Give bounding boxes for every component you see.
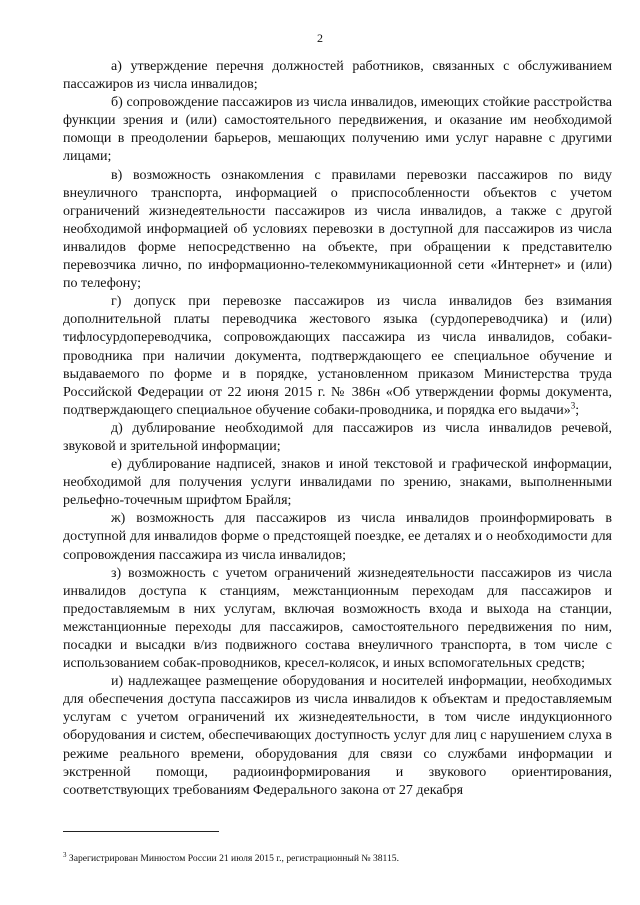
page-number: 2 bbox=[317, 31, 323, 45]
paragraph-v: в) возможность ознакомления с правилами перевозки пассажиров по виду внеуличного транспорта, информацией о приспособленности объектов с учетом ограничений жизнедеятельности пассажиров из числа инвалидов, а также с другой необходимой информацией об условиях перевозки в доступной для пассажиров из числа инвалидов форме непосредственно на объекте, при обращении к представителю перевозчика лично, по информационно-телекоммуникационной сети «Интернет» и (или) по телефону; bbox=[63, 167, 612, 292]
paragraph-zh: ж) возможность для пассажиров из числа инвалидов проинформировать в доступной для инвалидов форме о предстоящей поездке, ее деталях и о необходимости для сопровождения пассажира из числа инвалидов; bbox=[63, 511, 612, 563]
paragraph-g-text: г) допуск при перевозке пассажиров из числа инвалидов без взимания дополнительной платы переводчика жестового языка (сурдопереводчика) и (или) тифлосурдопереводчика, сопровождающих пассажира из числа инвалидов, собаки-проводника при наличии документа, подтверждающего ее специальное обучение и выдаваемого по форме и в порядке, установленном приказом Министерства труда Российской Федерации от 22 июня 2015 г. № 386н «Об утверждении формы документа, подтверждающего специальное обучение собаки-проводника, и порядка его выдачи» bbox=[63, 294, 612, 418]
paragraph-a: а) утверждение перечня должностей работников, связанных с обслуживанием пассажиров из числа инвалидов; bbox=[63, 59, 612, 93]
paragraph-d: д) дублирование необходимой для пассажиров из числа инвалидов речевой, звуковой и зрительной информации; bbox=[63, 420, 612, 454]
paragraph-i: и) надлежащее размещение оборудования и носителей информации, необходимых для обеспечения доступа пассажиров из числа инвалидов к объектам и предоставляемым услугам с учетом ограничений их жизнедеятельности, в том числе индукционного оборудования и систем, обеспечивающих доступность услуг для лиц с нарушением слуха в режиме реального времени, оборудования для связи со службами информации и экстренной помощи, радиоинформирования и звукового ориентирования, соответствующих требованиям Федерального закона от 27 декабря bbox=[63, 674, 612, 798]
paragraph-z: з) возможность с учетом ограничений жизнедеятельности пассажиров из числа инвалидов доступа к станциям, межстанционным переходам для пассажиров и предоставляемым в них услугам, включая возможность входа и выхода на станции, межстанционные переходы для пассажиров, самостоятельного передвижения по ним, посадки и высадки в/из подвижного состава внеуличного транспорта, в том числе с использованием собак-проводников, кресел-колясок, и иных вспомогательных средств; bbox=[63, 565, 612, 672]
paragraph-b: б) сопровождение пассажиров из числа инвалидов, имеющих стойкие расстройства функции зрения и (или) самостоятельного передвижения, и оказание им необходимой помощи в преодолении барьеров, мешающих получению ими услуг наравне с другими лицами; bbox=[63, 95, 612, 165]
footnote-mark: 3 bbox=[63, 850, 67, 859]
footnote-divider bbox=[63, 831, 219, 832]
footnote-text: Зарегистрирован Минюстом России 21 июля 2015 г., регистрационный № 38115. bbox=[66, 853, 399, 864]
footnote bbox=[63, 850, 612, 865]
paragraph-g bbox=[63, 293, 612, 420]
paragraph-g-end: ; bbox=[575, 402, 580, 418]
document-body bbox=[63, 58, 612, 800]
footnote-reference: 3 bbox=[570, 400, 576, 411]
paragraph-e: е) дублирование надписей, знаков и иной текстовой и графической информации, необходимой для получения услуги инвалидами по зрению, знаками, выполненными рельефно-точечным шрифтом Брайля; bbox=[63, 457, 612, 509]
